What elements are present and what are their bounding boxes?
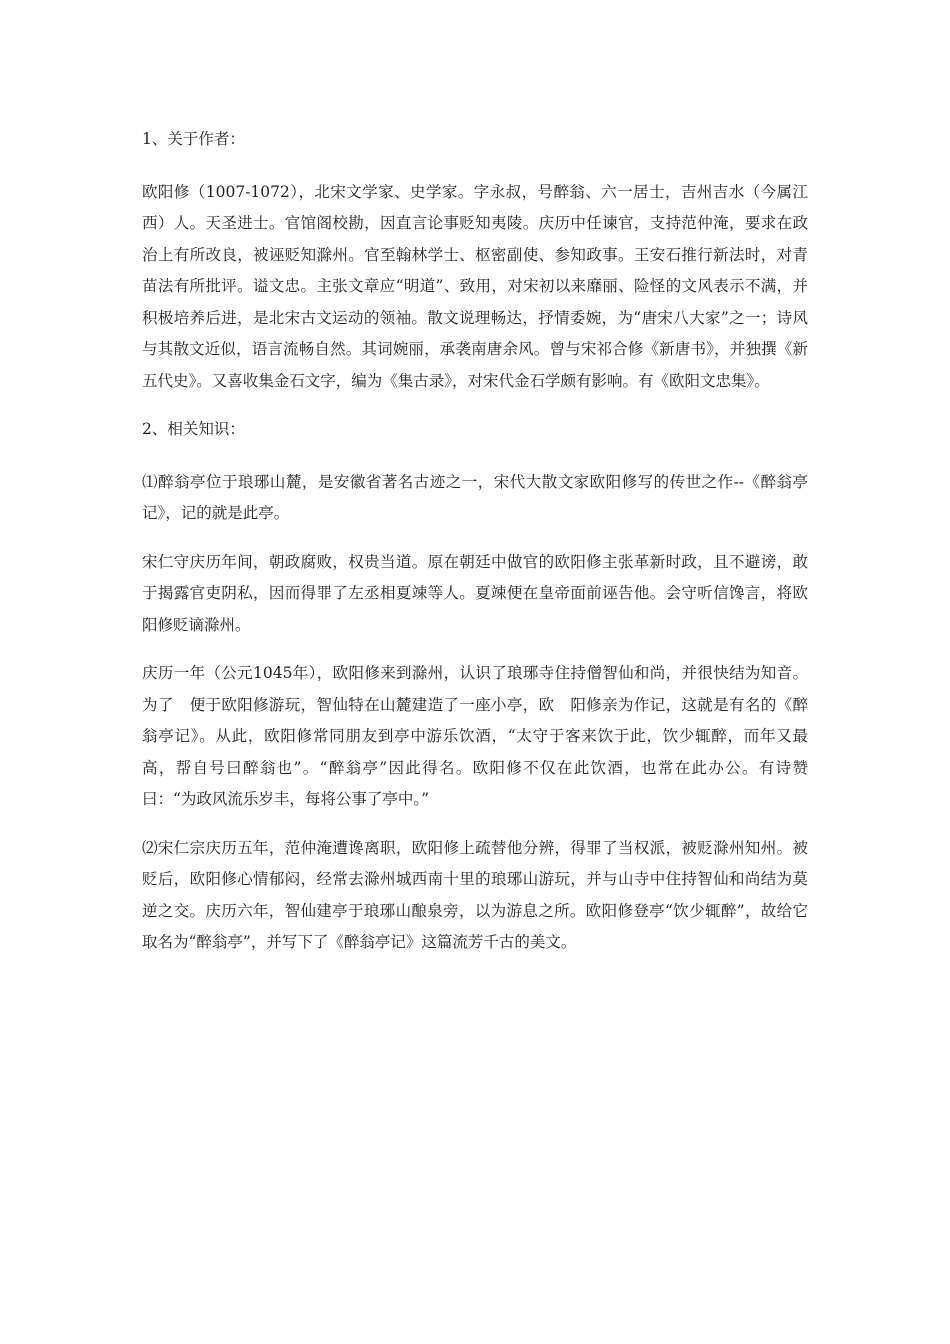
document-body [142,124,808,976]
knowledge-paragraph-4: ⑵宋仁宗庆历五年，范仲淹遭谗离职，欧阳修上疏替他分辨，得罪了当权派，被贬滁州知州。被贬后，欧阳修心情郁闷，经常去滁州城西南十里的琅琊山游玩，并与山寺中住持智仙和尚结为莫逆之交。庆历六年，智仙建亭于琅琊山酿泉旁，以为游息之所。欧阳修登亭“饮少辄醉”，故给它取名为“醉翁亭”，并写下了《醉翁亭记》这篇流芳千古的美文。 [142,838,808,951]
author-bio-paragraph: 欧阳修（1007-1072），北宋文学家、史学家。字永叔，号醉翁、六一居士，吉州吉水（今属江西）人。天圣进士。官馆阁校勘，因直言论事贬知夷陵。庆历中任谏官，支持范仲淹，要求在政治上有所改良，被诬贬知滁州。官至翰林学士、枢密副使、参知政事。王安石推行新法时，对青苗法有所批评。谥文忠。主张文章应“明道”、致用，对宋初以来靡丽、险怪的文风表示不满，并积极培养后进，是北宋古文运动的领袖。散文说理畅达，抒情委婉，为“唐宋八大家”之一；诗风与其散文近似，语言流畅自然。其词婉丽，承袭南唐余风。曾与宋祁合修《新唐书》，并独撰《新五代史》。又喜收集金石文字，编为《集古录》，对宋代金石学颇有影响。有《欧阳文忠集》。 [142,182,808,390]
knowledge-paragraph-3: 庆历一年（公元1045年），欧阳修来到滁州，认识了琅琊寺住持僧智仙和尚，并很快结为知音。为了 便于欧阳修游玩，智仙特在山麓建造了一座小亭，欧 阳修亲为作记，这就是有名的《醉翁亭记》。从此，欧阳修常同朋友到亭中游乐饮酒，“太守于客来饮于此，饮少辄醉，而年又最高，帮自号曰醉翁也”。“醉翁亭”因此得名。欧阳修不仅在此饮酒，也常在此办公。有诗赞曰：“为政风流乐岁丰，每将公事了亭中。” [142,664,808,808]
heading-about-author: 1、关于作者： [142,130,245,148]
heading-related-knowledge: 2、相关知识： [142,420,245,438]
knowledge-paragraph-1: ⑴醉翁亭位于琅琊山麓，是安徽省著名古迹之一，宋代大散文家欧阳修写的传世之作--《醉翁亭记》，记的就是此亭。 [142,472,808,522]
knowledge-paragraph-2: 宋仁守庆历年间，朝政腐败，权贵当道。原在朝廷中做官的欧阳修主张革新时政，且不避谤，敢于揭露官吏阴私，因而得罪了左丞相夏竦等人。夏竦便在皇帝面前诬告他。会守听信馋言，将欧阳修贬谪滁州。 [142,552,808,634]
